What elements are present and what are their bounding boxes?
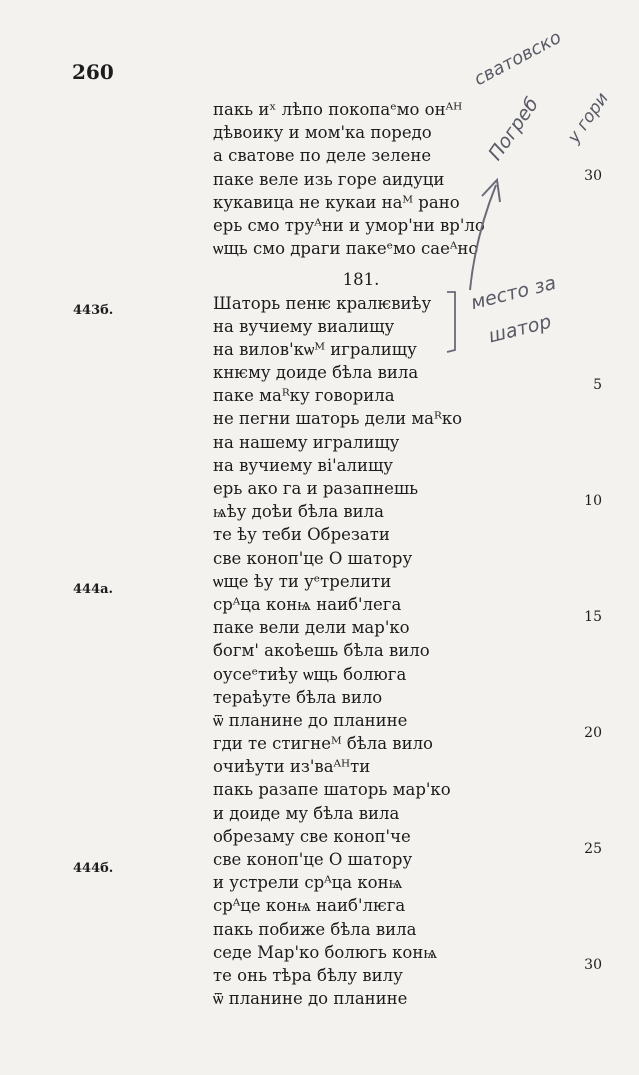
verse-line: ѡщь смо драги пакеᵉмо саеᴬно bbox=[213, 239, 479, 259]
handwritten-note: Погреб bbox=[484, 93, 544, 165]
manuscript-ref: 444а. bbox=[73, 582, 114, 597]
manuscript-ref: 443б. bbox=[73, 303, 114, 318]
verse-line: на вучиему виалищу bbox=[213, 316, 395, 336]
line-number: 25 bbox=[584, 841, 602, 857]
verse-line: ѿ планине до планине bbox=[213, 710, 408, 730]
line-number: 15 bbox=[584, 609, 602, 625]
handwritten-note: сватовско bbox=[470, 26, 565, 91]
verse-line: на нашему игралищу bbox=[213, 432, 400, 452]
verse-line: срᴬца конѩ наиб'лега bbox=[213, 594, 402, 614]
verse-line: паке вели дели мар'ко bbox=[213, 618, 410, 638]
verse-line: Шаторь пенѥ кралѥвиѣу bbox=[213, 293, 432, 313]
verse-line: кнѥму доиде бѣла вила bbox=[213, 363, 419, 383]
verse-line: пакь разапе шаторь мар'ко bbox=[213, 780, 451, 800]
verse-line: на вучиему ві'алищу bbox=[213, 455, 394, 475]
verse-line: ѿ планине до планине bbox=[213, 989, 408, 1009]
verse-line: све коноп'це О шатору bbox=[213, 850, 413, 869]
handwritten-note: у гори bbox=[563, 89, 613, 147]
line-number: 20 bbox=[584, 725, 602, 741]
verse-line: све коноп'це О шатору bbox=[213, 548, 413, 568]
verse-line: и доиде му бѣла вила bbox=[213, 803, 400, 823]
verse-line: срᴬце конѩ наиб'лѥга bbox=[213, 896, 406, 916]
verse-line: те ѣу теби Обрезати bbox=[213, 525, 390, 545]
line-number: 30 bbox=[584, 168, 602, 184]
line-number: 30 bbox=[584, 957, 602, 973]
verse-line: ерь смо труᴬни и умор'ни вр'ло bbox=[213, 215, 485, 235]
verse-line: а сватове по деле зелене bbox=[213, 146, 432, 166]
verse-line: оусеᵉтиѣу ѡщь болюга bbox=[213, 664, 407, 684]
verse-line: и устрели срᴬца конѩ bbox=[213, 873, 403, 893]
handwritten-note: шатор bbox=[486, 310, 554, 348]
verse-line: очиѣути из'ваᴬᴴти bbox=[213, 757, 371, 777]
line-number: 5 bbox=[593, 377, 602, 393]
verse-line: гди те стигнеᴹ бѣла вило bbox=[213, 734, 433, 754]
verse-line: паке маᴿку говорила bbox=[213, 386, 395, 406]
verse-line: тераѣуте бѣла вило bbox=[213, 687, 383, 707]
verse-line: пакь иˣ лѣпо покопаᵉмо онᴬᴴ bbox=[213, 100, 463, 119]
verse-line: те онь тѣра бѣлу вилу bbox=[213, 965, 403, 985]
verse-line: не пегни шаторь дели маᴿко bbox=[213, 409, 463, 429]
bracket-mark bbox=[447, 292, 455, 352]
section-heading: 181. bbox=[342, 270, 380, 290]
handwritten-note: место за bbox=[468, 271, 559, 315]
verse-line: богм' акоѣешь бѣла вило bbox=[213, 641, 430, 661]
page-number: 260 bbox=[72, 60, 114, 84]
arrow-line bbox=[470, 185, 496, 290]
verse-line: дѣвоику и мом'ка поредо bbox=[213, 123, 432, 143]
verse-line: на вилов'кѡᴹ игралищу bbox=[213, 339, 417, 359]
verse-line: паке веле изь горе аидуци bbox=[213, 169, 445, 189]
verse-line: пакь побиже бѣла вила bbox=[213, 919, 417, 939]
verse-line: ѡще ѣу ти уᵉтрелити bbox=[213, 571, 392, 591]
line-number: 10 bbox=[584, 493, 602, 509]
verse-line: седе Мар'ко болюгь конѩ bbox=[213, 942, 438, 962]
verse-line: обрезаму све коноп'че bbox=[213, 826, 411, 846]
manuscript-ref: 444б. bbox=[73, 861, 114, 876]
verse-line: ерь ако га и разапнешь bbox=[213, 479, 419, 498]
verse-line: ѩѣу доѣи бѣла вила bbox=[213, 502, 385, 522]
verse-line: кукавица не кукаи наᴹ рано bbox=[213, 192, 460, 212]
